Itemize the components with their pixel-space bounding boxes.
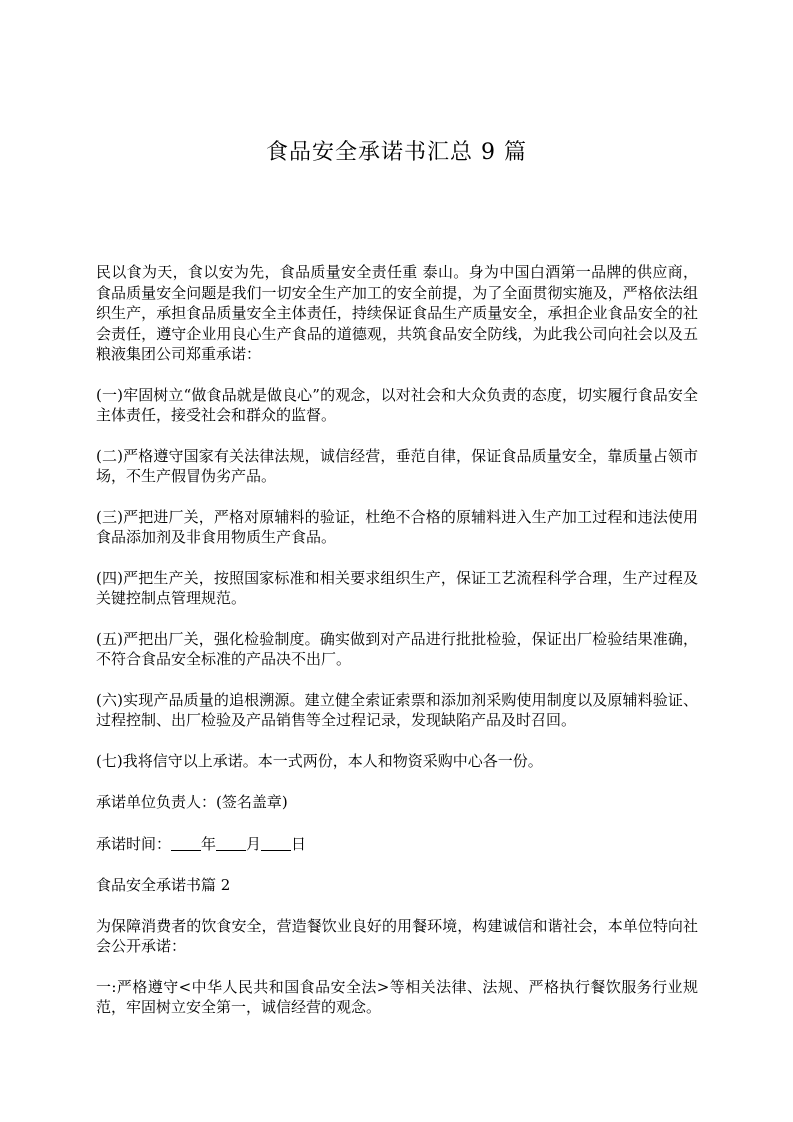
month-blank (216, 836, 246, 851)
document-title: 食品安全承诺书汇总 9 篇 (266, 140, 527, 165)
section2-heading: 食品安全承诺书篇 2 (96, 876, 231, 894)
date-label: 承诺时间： (96, 834, 172, 853)
commitment-item-7: (七)我将信守以上承诺。本一式两份，本人和物资采购中心各一份。 (96, 751, 543, 770)
date-day: 日 (291, 834, 307, 853)
year-blank (171, 836, 201, 851)
section2-item-1: 一:严格遵守<中华人民共和国食品安全法>等相关法律、法规、严格执行餐饮服务行业规范，牢固树立安全第一，诚信经营的观念。 (96, 977, 698, 1016)
section2-intro: 为保障消费者的饮食安全，营造餐饮业良好的用餐环境，构建诚信和谐社会，本单位特向社会公开承诺： (96, 916, 698, 955)
commitment-item-5: (五)严把出厂关，强化检验制度。确实做到对产品进行批批检验，保证出厂检验结果准确，不符合食品安全标准的产品决不出厂。 (96, 629, 698, 668)
commitment-item-3: (三)严把进厂关，严格对原辅料的验证，杜绝不合格的原辅料进入生产加工过程和违法使用食品添加剂及非食用物质生产食品。 (96, 507, 698, 546)
commitment-item-6: (六)实现产品质量的追根溯源。建立健全索证索票和添加剂采购使用制度以及原辅料验证、过程控制、出厂检验及产品销售等全过程记录，发现缺陷产品及时召回。 (96, 690, 698, 729)
document-body (96, 262, 698, 1038)
intro-paragraph: 民以食为天，食以安为先，食品质量安全责任重 泰山。身为中国白酒第一品牌的供应商，食品质量安全问题是我们一切安全生产加工的安全前提，为了全面贯彻实施及，严格依法组织生产，承担食品质量安全主体责任，持续保证食品生产质量安全，承担企业食品安全的社会责任，遵守企业用良心生产食品的道德观，共筑食品安全防线，为此我公司向社会以及五粮液集团公司郑重承诺： (96, 263, 698, 363)
date-line (96, 834, 698, 855)
signature-line: 承诺单位负责人：(签名盖章) (96, 793, 288, 811)
commitment-item-1: (一)牢固树立“做食品就是做良心”的观念，以对社会和大众负责的态度，切实履行食品安全主体责任，接受社会和群众的监督。 (96, 385, 698, 424)
commitment-item-2: (二)严格遵守国家有关法律法规，诚信经营，垂范自律，保证食品质量安全，靠质量占领市场，不生产假冒伪劣产品。 (96, 446, 698, 485)
date-month: 月 (246, 834, 262, 853)
day-blank (261, 836, 291, 851)
date-year: 年 (201, 834, 217, 853)
commitment-item-4: (四)严把生产关，按照国家标准和相关要求组织生产，保证工艺流程科学合理，生产过程及关键控制点管理规范。 (96, 568, 698, 607)
